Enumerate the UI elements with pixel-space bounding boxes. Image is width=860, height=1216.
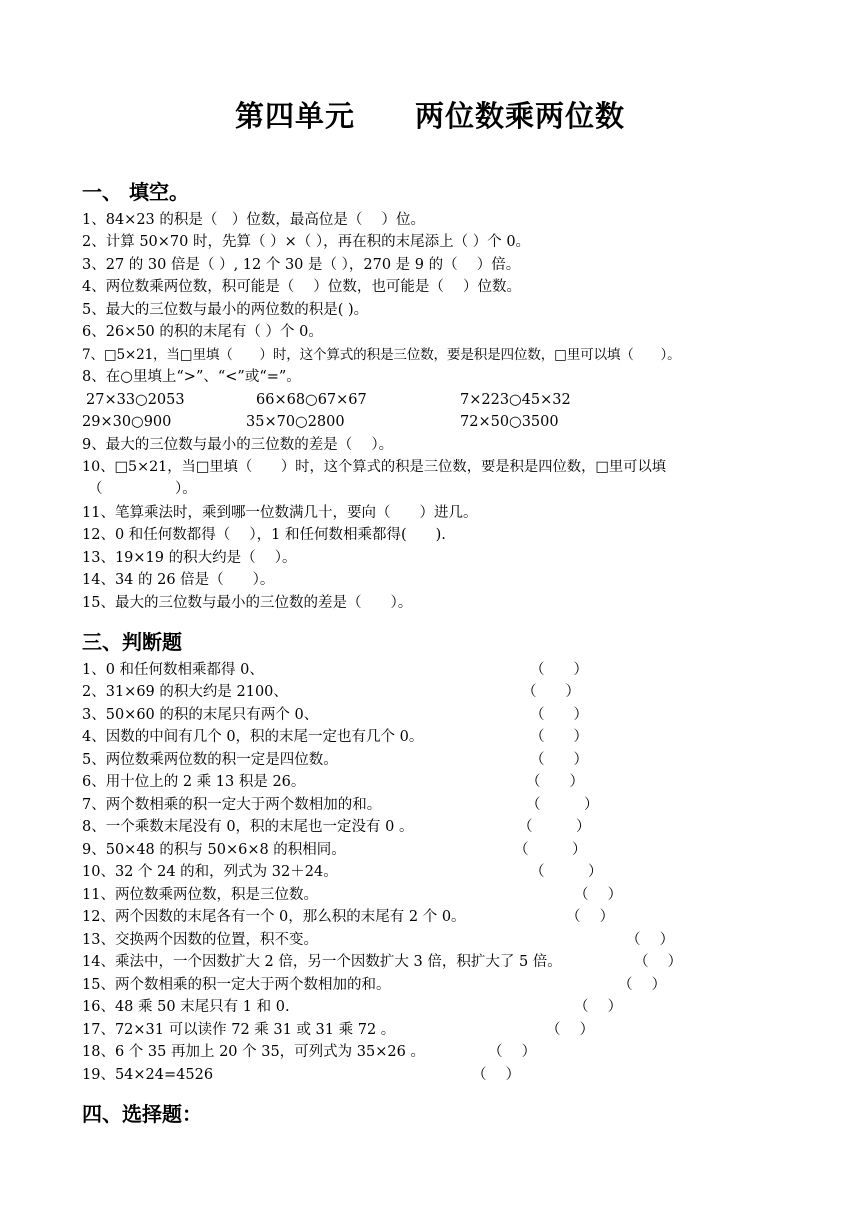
answer-parentheses: （ ） [530, 662, 588, 678]
fill-item-15: 15、最大的三位数与最小的三位数的差是（ ）。 [82, 595, 413, 611]
judge-item: 17、72×31 可以读作 72 乘 31 或 31 乘 72 。 [82, 1022, 396, 1038]
fill-item-3: 3、27 的 30 倍是（ ）, 12 个 30 是（ ），270 是 9 的（ ）倍。 [82, 257, 521, 273]
fill-item-2: 2、计算 50×70 时，先算（ ）×（ ），再在积的末尾添上（ ）个 0。 [82, 234, 531, 250]
answer-parentheses: （ ） [530, 729, 588, 745]
judge-item: 19、54×24=4526 [82, 1067, 214, 1083]
fill-item-12: 12、0 和任何数都得（ ），1 和任何数相乘都得( ). [82, 527, 446, 543]
fill-item-7: 7、□5×21，当□里填（ ）时，这个算式的积是三位数，要是积是四位数，□里可以填（ ）。 [82, 347, 681, 363]
fill-item-10: 10、□5×21，当□里填（ ）时，这个算式的积是三位数，要是积是四位数，□里可以填 [82, 459, 667, 475]
judge-item: 9、50×48 的积与 50×6×8 的积相同。 [82, 842, 346, 858]
judge-item: 5、两位数乘两位数的积一定是四位数。 [82, 752, 338, 768]
fill-item-5: 5、最大的三位数与最小的两位数的积是( )。 [82, 302, 369, 318]
answer-parentheses: （ ） [526, 797, 599, 813]
fill-item-13: 13、19×19 的积大约是（ ）。 [82, 550, 297, 566]
section-heading-true-false: 三、判断题 [82, 630, 182, 654]
judge-item: 13、交换两个因数的位置，积不变。 [82, 932, 318, 948]
answer-parentheses: （ ） [530, 707, 588, 723]
answer-parentheses: （ ） [488, 1044, 537, 1060]
compare-expression: 72×50○3500 [460, 414, 559, 430]
judge-item: 3、50×60 的积的末尾只有两个 0、 [82, 707, 319, 723]
answer-parentheses: （ ） [546, 1022, 595, 1038]
fill-item-6: 6、26×50 的积的末尾有（ ）个 0。 [82, 324, 323, 340]
answer-parentheses: （ ） [634, 954, 683, 970]
compare-expression: 29×30○900 [82, 414, 172, 430]
fill-item-10-continued: （ ）。 [88, 481, 197, 497]
judge-item: 4、因数的中间有几个 0，积的末尾一定也有几个 0。 [82, 729, 424, 745]
section-heading-fill-blanks: 一、 填空。 [82, 180, 189, 204]
compare-expression: 27×33○2053 [86, 392, 185, 408]
compare-expression: 35×70○2800 [246, 414, 345, 430]
answer-parentheses: （ ） [626, 932, 675, 948]
answer-parentheses: （ ） [518, 819, 591, 835]
judge-item: 8、一个乘数末尾没有 0，积的末尾也一定没有 0 。 [82, 819, 414, 835]
answer-parentheses: （ ） [574, 887, 623, 903]
judge-item: 11、两位数乘两位数，积是三位数。 [82, 887, 318, 903]
answer-parentheses: （ ） [530, 752, 588, 768]
judge-item: 2、31×69 的积大约是 2100、 [82, 684, 288, 700]
judge-item: 14、乘法中，一个因数扩大 2 倍，另一个因数扩大 3 倍，积扩大了 5 倍。 [82, 954, 562, 970]
fill-item-8: 8、在○里填上“>”、“<”或“=”。 [82, 369, 301, 385]
fill-item-11: 11、笔算乘法时，乘到哪一位数满几十，要向（ ）进几。 [82, 505, 478, 521]
answer-parentheses: （ ） [618, 977, 667, 993]
judge-item: 15、两个数相乘的积一定大于两个数相加的和。 [82, 977, 391, 993]
judge-item: 6、用十位上的 2 乘 13 积是 26。 [82, 774, 306, 790]
judge-item: 12、两个因数的末尾各有一个 0，那么积的末尾有 2 个 0。 [82, 909, 466, 925]
answer-parentheses: （ ） [530, 864, 603, 880]
fill-item-4: 4、两位数乘两位数，积可能是（ ）位数，也可能是（ ）位数。 [82, 279, 521, 295]
compare-expression: 7×223○45×32 [460, 392, 571, 408]
answer-parentheses: （ ） [522, 684, 580, 700]
answer-parentheses: （ ） [566, 909, 615, 925]
compare-expression: 66×68○67×67 [256, 392, 367, 408]
judge-item: 10、32 个 24 的和，列式为 32＋24。 [82, 864, 338, 880]
fill-item-9: 9、最大的三位数与最小的三位数的差是（ ）。 [82, 437, 394, 453]
answer-parentheses: （ ） [574, 999, 623, 1015]
answer-parentheses: （ ） [526, 774, 584, 790]
judge-item: 1、0 和任何数相乘都得 0、 [82, 662, 264, 678]
fill-item-14: 14、34 的 26 倍是（ ）。 [82, 572, 275, 588]
answer-parentheses: （ ） [514, 842, 587, 858]
page-title: 第四单元 两位数乘两位数 [234, 99, 625, 133]
judge-item: 18、6 个 35 再加上 20 个 35，可列式为 35×26 。 [82, 1044, 425, 1060]
answer-parentheses: （ ） [472, 1067, 521, 1083]
section-heading-multiple-choice: 四、选择题： [82, 1102, 202, 1126]
fill-item-1: 1、84×23 的积是（ ）位数，最高位是（ ）位。 [82, 212, 425, 228]
judge-item: 16、48 乘 50 末尾只有 1 和 0. [82, 999, 290, 1015]
judge-item: 7、两个数相乘的积一定大于两个数相加的和。 [82, 797, 382, 813]
